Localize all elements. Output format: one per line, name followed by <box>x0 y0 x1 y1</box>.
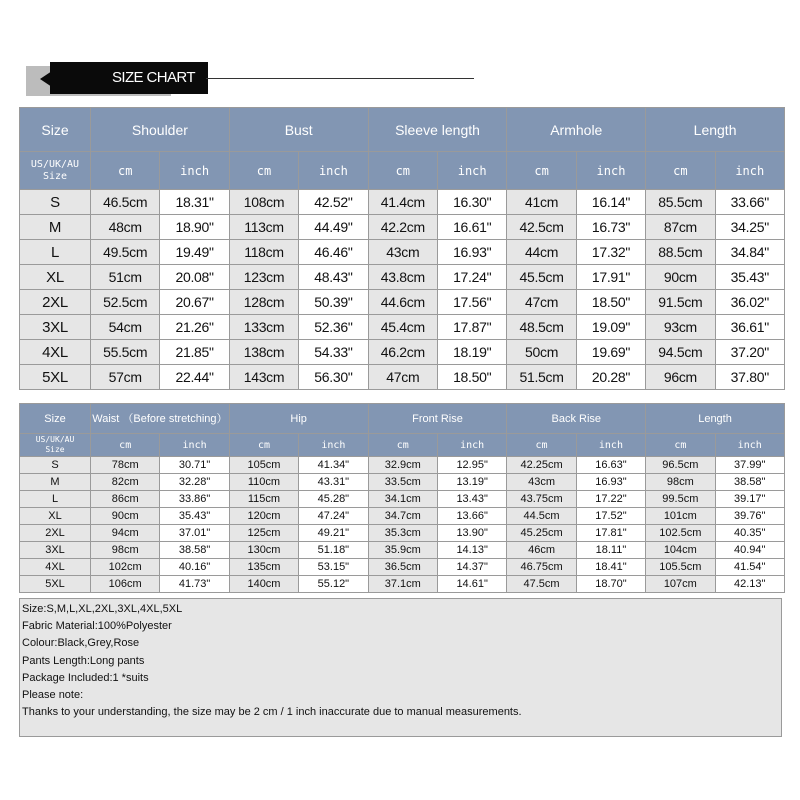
size-cell: 5XL <box>20 576 91 593</box>
inch-value: 52.36" <box>299 315 368 340</box>
cm-value: 35.9cm <box>368 542 437 559</box>
cm-value: 43.75cm <box>507 491 576 508</box>
cm-value: 78cm <box>91 457 160 474</box>
inch-value: 40.94" <box>715 542 784 559</box>
inch-value: 44.49" <box>299 215 368 240</box>
inch-value: 17.91" <box>576 265 645 290</box>
cm-value: 49.5cm <box>91 240 160 265</box>
cm-value: 42.25cm <box>507 457 576 474</box>
cm-value: 113cm <box>229 215 298 240</box>
cm-value: 106cm <box>91 576 160 593</box>
inch-value: 34.25" <box>715 215 784 240</box>
cm-value: 44.6cm <box>368 290 437 315</box>
cm-value: 128cm <box>229 290 298 315</box>
cm-value: 130cm <box>229 542 298 559</box>
unit-cm: cm <box>91 152 160 190</box>
size-system-line: US/UK/AU <box>30 158 80 170</box>
unit-cm: cm <box>368 152 437 190</box>
inch-value: 54.33" <box>299 340 368 365</box>
inch-value: 17.24" <box>437 265 506 290</box>
table-row <box>20 542 785 559</box>
size-cell: XL <box>20 508 91 525</box>
cm-value: 43.8cm <box>368 265 437 290</box>
cm-value: 140cm <box>229 576 298 593</box>
cm-value: 45.5cm <box>507 265 576 290</box>
unit-cm: cm <box>507 152 576 190</box>
inch-value: 46.46" <box>299 240 368 265</box>
size-cell: XL <box>20 265 91 290</box>
cm-value: 98cm <box>91 542 160 559</box>
cm-value: 115cm <box>229 491 298 508</box>
bottom-size-table <box>19 403 785 593</box>
cm-value: 138cm <box>229 340 298 365</box>
cm-value: 102.5cm <box>646 525 715 542</box>
size-system-line: US/UK/AU <box>35 435 75 444</box>
cm-value: 46.75cm <box>507 559 576 576</box>
size-system-line: Size <box>42 170 68 182</box>
cm-value: 52.5cm <box>91 290 160 315</box>
inch-value: 19.09" <box>576 315 645 340</box>
size-cell: S <box>20 190 91 215</box>
unit-inch: inch <box>160 152 229 190</box>
inch-value: 51.18" <box>299 542 368 559</box>
unit-cm: cm <box>91 434 160 457</box>
size-system-label <box>20 152 91 190</box>
inch-value: 18.19" <box>437 340 506 365</box>
inch-value: 40.35" <box>715 525 784 542</box>
cm-value: 85.5cm <box>646 190 715 215</box>
inch-value: 21.85" <box>160 340 229 365</box>
cm-value: 35.3cm <box>368 525 437 542</box>
cm-value: 101cm <box>646 508 715 525</box>
cm-value: 90cm <box>91 508 160 525</box>
inch-value: 56.30" <box>299 365 368 390</box>
cm-value: 48cm <box>91 215 160 240</box>
table-row <box>20 365 785 390</box>
cm-value: 86cm <box>91 491 160 508</box>
inch-value: 47.24" <box>299 508 368 525</box>
cm-value: 46.2cm <box>368 340 437 365</box>
inch-value: 36.02" <box>715 290 784 315</box>
cm-value: 57cm <box>91 365 160 390</box>
inch-value: 53.15" <box>299 559 368 576</box>
size-cell: 4XL <box>20 340 91 365</box>
unit-inch: inch <box>299 434 368 457</box>
inch-value: 41.34" <box>299 457 368 474</box>
cm-value: 42.5cm <box>507 215 576 240</box>
table-row <box>20 474 785 491</box>
cm-value: 82cm <box>91 474 160 491</box>
table-row <box>20 559 785 576</box>
inch-value: 18.41" <box>576 559 645 576</box>
inch-value: 16.30" <box>437 190 506 215</box>
table-row <box>20 265 785 290</box>
unit-inch: inch <box>576 434 645 457</box>
cm-value: 94cm <box>91 525 160 542</box>
cm-value: 43cm <box>507 474 576 491</box>
inch-value: 41.73" <box>160 576 229 593</box>
product-notes <box>19 598 782 737</box>
cm-value: 120cm <box>229 508 298 525</box>
cm-value: 55.5cm <box>91 340 160 365</box>
cm-value: 87cm <box>646 215 715 240</box>
cm-value: 41.4cm <box>368 190 437 215</box>
column-header: Size <box>20 404 91 434</box>
inch-value: 21.26" <box>160 315 229 340</box>
inch-value: 16.93" <box>437 240 506 265</box>
size-cell: M <box>20 474 91 491</box>
header-row <box>20 108 785 152</box>
cm-value: 47cm <box>368 365 437 390</box>
inch-value: 18.11" <box>576 542 645 559</box>
inch-value: 13.19" <box>437 474 506 491</box>
inch-value: 37.99" <box>715 457 784 474</box>
note-line: Size:S,M,L,XL,2XL,3XL,4XL,5XL <box>22 603 183 615</box>
cm-value: 48.5cm <box>507 315 576 340</box>
table-row <box>20 508 785 525</box>
top-size-table <box>19 107 785 390</box>
inch-value: 35.43" <box>160 508 229 525</box>
inch-value: 48.43" <box>299 265 368 290</box>
cm-value: 90cm <box>646 265 715 290</box>
inch-value: 16.14" <box>576 190 645 215</box>
column-header: Length <box>646 404 785 434</box>
inch-value: 37.01" <box>160 525 229 542</box>
unit-inch: inch <box>160 434 229 457</box>
banner-title: SIZE CHART <box>50 62 208 94</box>
inch-value: 39.76" <box>715 508 784 525</box>
unit-cm: cm <box>646 434 715 457</box>
inch-value: 20.67" <box>160 290 229 315</box>
cm-value: 118cm <box>229 240 298 265</box>
unit-cm: cm <box>646 152 715 190</box>
cm-value: 102cm <box>91 559 160 576</box>
cm-value: 99.5cm <box>646 491 715 508</box>
cm-value: 108cm <box>229 190 298 215</box>
column-header: Size <box>20 108 91 152</box>
size-cell: L <box>20 491 91 508</box>
cm-value: 107cm <box>646 576 715 593</box>
size-cell: 5XL <box>20 365 91 390</box>
inch-value: 18.50" <box>576 290 645 315</box>
inch-value: 17.52" <box>576 508 645 525</box>
cm-value: 123cm <box>229 265 298 290</box>
inch-value: 38.58" <box>715 474 784 491</box>
table-row <box>20 525 785 542</box>
cm-value: 88.5cm <box>646 240 715 265</box>
cm-value: 47cm <box>507 290 576 315</box>
inch-value: 55.12" <box>299 576 368 593</box>
table-row <box>20 491 785 508</box>
unit-inch: inch <box>437 152 506 190</box>
table-row <box>20 240 785 265</box>
table-row <box>20 340 785 365</box>
column-header: Sleeve length <box>368 108 507 152</box>
column-header: Length <box>646 108 785 152</box>
inch-value: 41.54" <box>715 559 784 576</box>
unit-inch: inch <box>715 152 784 190</box>
inch-value: 50.39" <box>299 290 368 315</box>
inch-value: 43.31" <box>299 474 368 491</box>
inch-value: 18.90" <box>160 215 229 240</box>
cm-value: 104cm <box>646 542 715 559</box>
inch-value: 19.69" <box>576 340 645 365</box>
inch-value: 39.17" <box>715 491 784 508</box>
cm-value: 94.5cm <box>646 340 715 365</box>
cm-value: 47.5cm <box>507 576 576 593</box>
cm-value: 41cm <box>507 190 576 215</box>
unit-inch: inch <box>715 434 784 457</box>
size-system-line: Size <box>45 445 65 454</box>
cm-value: 125cm <box>229 525 298 542</box>
inch-value: 13.43" <box>437 491 506 508</box>
unit-inch: inch <box>299 152 368 190</box>
inch-value: 18.50" <box>437 365 506 390</box>
inch-value: 14.37" <box>437 559 506 576</box>
cm-value: 44cm <box>507 240 576 265</box>
cm-value: 45.25cm <box>507 525 576 542</box>
size-cell: 4XL <box>20 559 91 576</box>
cm-value: 37.1cm <box>368 576 437 593</box>
inch-value: 35.43" <box>715 265 784 290</box>
cm-value: 98cm <box>646 474 715 491</box>
cm-value: 91.5cm <box>646 290 715 315</box>
cm-value: 50cm <box>507 340 576 365</box>
size-cell: 2XL <box>20 525 91 542</box>
inch-value: 34.84" <box>715 240 784 265</box>
note-line: Fabric Material:100%Polyester <box>22 620 172 633</box>
header-row <box>20 404 785 434</box>
inch-value: 42.13" <box>715 576 784 593</box>
table-row <box>20 576 785 593</box>
cm-value: 135cm <box>229 559 298 576</box>
size-system-label <box>20 434 91 457</box>
size-cell: 3XL <box>20 542 91 559</box>
inch-value: 20.28" <box>576 365 645 390</box>
unit-inch: inch <box>437 434 506 457</box>
inch-value: 17.81" <box>576 525 645 542</box>
cm-value: 105cm <box>229 457 298 474</box>
inch-value: 32.28" <box>160 474 229 491</box>
column-header: Front Rise <box>368 404 507 434</box>
inch-value: 17.22" <box>576 491 645 508</box>
inch-value: 19.49" <box>160 240 229 265</box>
inch-value: 14.13" <box>437 542 506 559</box>
cm-value: 44.5cm <box>507 508 576 525</box>
inch-value: 18.31" <box>160 190 229 215</box>
cm-value: 45.4cm <box>368 315 437 340</box>
size-cell: 2XL <box>20 290 91 315</box>
table-row <box>20 215 785 240</box>
cm-value: 42.2cm <box>368 215 437 240</box>
inch-value: 14.61" <box>437 576 506 593</box>
inch-value: 42.52" <box>299 190 368 215</box>
inch-value: 16.73" <box>576 215 645 240</box>
header-divider <box>206 78 474 79</box>
note-line: Package Included:1 *suits <box>22 671 149 684</box>
column-header: Waist （Before stretching） <box>91 404 230 434</box>
inch-value: 12.95" <box>437 457 506 474</box>
column-header: Bust <box>229 108 368 152</box>
table-row <box>20 457 785 474</box>
inch-value: 17.87" <box>437 315 506 340</box>
inch-value: 20.08" <box>160 265 229 290</box>
inch-value: 38.58" <box>160 542 229 559</box>
cm-value: 34.1cm <box>368 491 437 508</box>
cm-value: 51.5cm <box>507 365 576 390</box>
column-header: Back Rise <box>507 404 646 434</box>
inch-value: 33.86" <box>160 491 229 508</box>
cm-value: 96cm <box>646 365 715 390</box>
cm-value: 93cm <box>646 315 715 340</box>
inch-value: 30.71" <box>160 457 229 474</box>
inch-value: 16.63" <box>576 457 645 474</box>
note-line: Please note: <box>22 689 84 702</box>
inch-value: 33.66" <box>715 190 784 215</box>
inch-value: 37.80" <box>715 365 784 390</box>
size-cell: S <box>20 457 91 474</box>
column-header: Shoulder <box>91 108 230 152</box>
size-cell: L <box>20 240 91 265</box>
size-cell: M <box>20 215 91 240</box>
cm-value: 34.7cm <box>368 508 437 525</box>
inch-value: 13.66" <box>437 508 506 525</box>
unit-cm: cm <box>229 434 298 457</box>
cm-value: 33.5cm <box>368 474 437 491</box>
inch-value: 36.61" <box>715 315 784 340</box>
unit-cm: cm <box>507 434 576 457</box>
cm-value: 105.5cm <box>646 559 715 576</box>
unit-row <box>20 152 785 190</box>
cm-value: 46.5cm <box>91 190 160 215</box>
cm-value: 54cm <box>91 315 160 340</box>
inch-value: 45.28" <box>299 491 368 508</box>
inch-value: 18.70" <box>576 576 645 593</box>
inch-value: 17.32" <box>576 240 645 265</box>
note-line: Pants Length:Long pants <box>22 654 145 667</box>
inch-value: 16.61" <box>437 215 506 240</box>
cm-value: 143cm <box>229 365 298 390</box>
inch-value: 13.90" <box>437 525 506 542</box>
cm-value: 36.5cm <box>368 559 437 576</box>
unit-row <box>20 434 785 457</box>
column-header: Hip <box>229 404 368 434</box>
unit-inch: inch <box>576 152 645 190</box>
size-chart-banner <box>20 62 195 96</box>
column-header: Armhole <box>507 108 646 152</box>
cm-value: 110cm <box>229 474 298 491</box>
cm-value: 43cm <box>368 240 437 265</box>
size-cell: 3XL <box>20 315 91 340</box>
note-line: Colour:Black,Grey,Rose <box>22 637 140 650</box>
table-row <box>20 290 785 315</box>
unit-cm: cm <box>368 434 437 457</box>
inch-value: 40.16" <box>160 559 229 576</box>
table-row <box>20 315 785 340</box>
cm-value: 133cm <box>229 315 298 340</box>
cm-value: 46cm <box>507 542 576 559</box>
cm-value: 51cm <box>91 265 160 290</box>
inch-value: 37.20" <box>715 340 784 365</box>
cm-value: 32.9cm <box>368 457 437 474</box>
table-row <box>20 190 785 215</box>
inch-value: 22.44" <box>160 365 229 390</box>
unit-cm: cm <box>229 152 298 190</box>
note-line: Thanks to your understanding, the size may be 2 cm / 1 inch inaccurate due to manual measurements. <box>22 706 522 719</box>
inch-value: 16.93" <box>576 474 645 491</box>
inch-value: 49.21" <box>299 525 368 542</box>
cm-value: 96.5cm <box>646 457 715 474</box>
inch-value: 17.56" <box>437 290 506 315</box>
